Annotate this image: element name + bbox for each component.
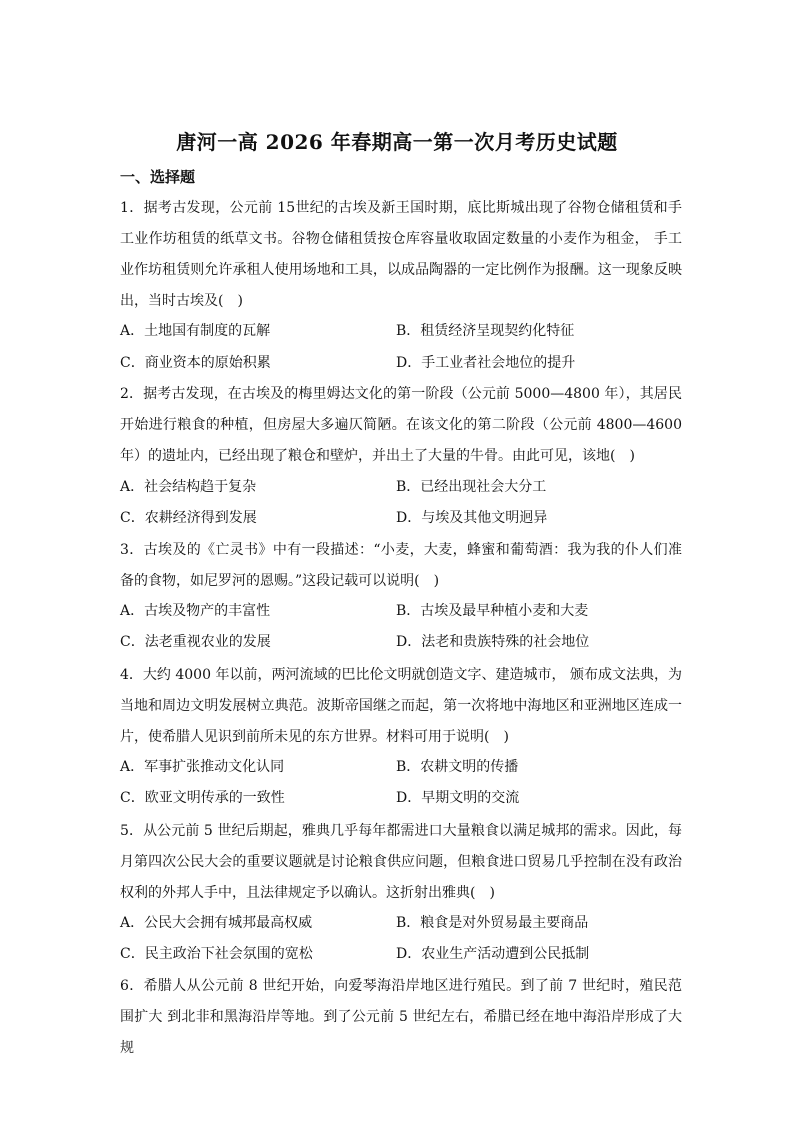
question-4-option-d: D．早期文明的交流: [396, 790, 520, 806]
question-1-option-a: A．土地国有制度的瓦解: [120, 323, 271, 339]
question-4-option-b: B．农耕文明的传播: [396, 759, 519, 775]
section-heading: 一、选择题: [120, 168, 196, 186]
question-6-stem: 6．希腊人从公元前 8 世纪开始，向爱琴海沿岸地区进行殖民。到了前 7 世纪时，殖民范围扩大 到北非和黑海沿岸等地。到了公元前 5 世纪左右，希腊已经在地中海沿岸形成了大规: [120, 978, 682, 1056]
question-4-option-c: C．欧亚文明传承的一致性: [120, 790, 285, 806]
question-4-stem: 4．大约 4000 年以前，两河流域的巴比伦文明就创造文字、建造城市， 颁布成文法典，为当地和周边文明发展树立典范。波斯帝国继之而起，第一次将地中海地区和亚洲地区连成一片，使希腊人见识到前所未见的东方世界。材料可用于说明( ): [120, 667, 682, 745]
question-3-option-b: B．古埃及最早种植小麦和大麦: [396, 603, 589, 619]
question-4-option-a: A．军事扩张推动文化认同: [120, 759, 285, 775]
question-2-option-a: A．社会结构趋于复杂: [120, 479, 257, 495]
question-3-option-d: D．法老和贵族特殊的社会地位: [396, 634, 590, 650]
question-1-stem: 1．据考古发现，公元前 15世纪的古埃及新王国时期，底比斯城出现了谷物仓储租赁和手工业作坊租赁的纸草文书。谷物仓储租赁按仓库容量收取固定数量的小麦作为租金， 手工业作坊租赁则允许承租人使用场地和工具，以成品陶器的一定比例作为报酬。这一现象反映出，当时古埃及( ): [120, 200, 682, 309]
question-2-stem: 2．据考古发现，在古埃及的梅里姆达文化的第一阶段（公元前 5000—4800 年），其居民开始进行粮食的种植，但房屋大多遍仄简陋。在该文化的第二阶段（公元前 4800—4600 年）的遗址内，已经出现了粮仓和壁炉，并出土了大量的牛骨。由此可见，该地( ): [120, 386, 682, 464]
question-2-option-b: B．已经出现社会大分工: [396, 479, 547, 495]
question-5-option-d: D．农业生产活动遭到公民抵制: [396, 946, 590, 962]
question-3-option-a: A．古埃及物产的丰富性: [120, 603, 271, 619]
question-1-option-d: D．手工业者社会地位的提升: [396, 355, 576, 371]
page-title: 唐河一高 2026 年春期高一第一次月考历史试题: [176, 130, 618, 154]
question-3-option-c: C．法老重视农业的发展: [120, 634, 271, 650]
question-5-option-a: A．公民大会拥有城邦最高权威: [120, 915, 313, 931]
question-1-option-c: C．商业资本的原始积累: [120, 355, 271, 371]
question-5-option-c: C．民主政治下社会氛围的宽松: [120, 946, 313, 962]
question-1-option-b: B．租赁经济呈现契约化特征: [396, 323, 575, 339]
question-3-stem: 3．古埃及的《亡灵书》中有一段描述：“小麦，大麦，蜂蜜和葡萄酒：我为我的仆人们准备的食物，如尼罗河的恩赐。”这段记载可以说明( ): [120, 542, 682, 589]
question-5-stem: 5．从公元前 5 世纪后期起，雅典几乎每年都需进口大量粮食以满足城邦的需求。因此，每月第四次公民大会的重要议题就是讨论粮食供应问题，但粮食进口贸易几乎控制在没有政治权利的外邦人手中，且法律规定予以确认。这折射出雅典( ): [120, 823, 682, 901]
question-2-option-d: D．与埃及其他文明迥异: [396, 510, 548, 526]
question-5-option-b: B．粮食是对外贸易最主要商品: [396, 915, 589, 931]
question-2-option-c: C．农耕经济得到发展: [120, 510, 257, 526]
